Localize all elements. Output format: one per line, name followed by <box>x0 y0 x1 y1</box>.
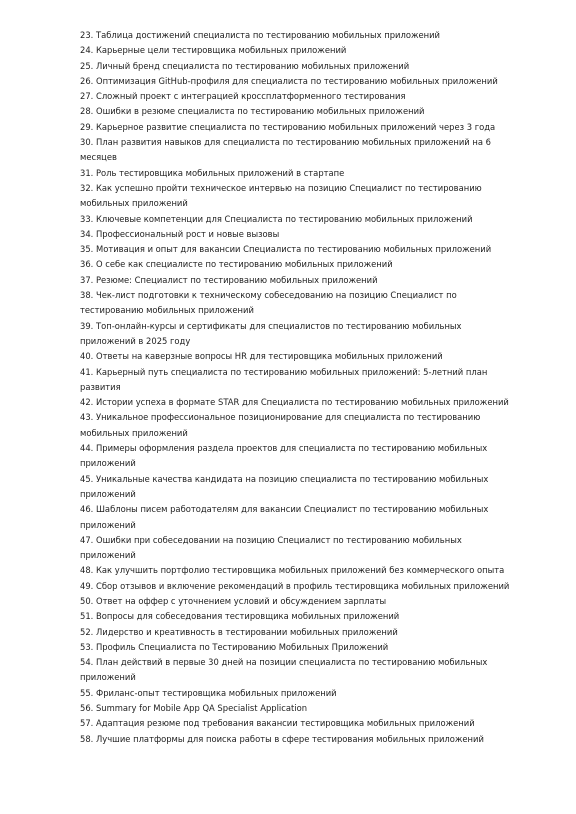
list-item: 42. Истории успеха в формате STAR для Специалиста по тестированию мобильных приложений <box>80 397 509 408</box>
list-item: 34. Профессиональный рост и новые вызовы <box>80 228 280 239</box>
list-item: 31. Роль тестировщика мобильных приложений в стартапе <box>80 167 345 178</box>
list-item: 54. План действий в первые 30 дней на позиции специалиста по тестированию мобильных приложений <box>80 657 488 683</box>
list-item: 26. Оптимизация GitHub-профиля для специалиста по тестированию мобильных приложений <box>80 75 498 86</box>
list-item: 29. Карьерное развитие специалиста по тестированию мобильных приложений через 3 года <box>80 121 496 132</box>
list-item: 24. Карьерные цели тестировщика мобильных приложений <box>80 45 347 56</box>
list-item: 33. Ключевые компетенции для Специалиста по тестированию мобильных приложений <box>80 213 473 224</box>
list-item: 45. Уникальные качества кандидата на позицию специалиста по тестированию мобильных приложений <box>80 473 489 499</box>
list-item: 58. Лучшие платформы для поиска работы в сфере тестирования мобильных приложений <box>80 733 484 744</box>
list-item: 40. Ответы на каверзные вопросы HR для тестировщика мобильных приложений <box>80 351 443 362</box>
list-item: 43. Уникальное профессиональное позиционирование для специалиста по тестированию мобильных приложений <box>80 412 481 438</box>
list-item: 47. Ошибки при собеседовании на позицию Специалист по тестированию мобильных приложений <box>80 534 462 561</box>
list-item: 52. Лидерство и креативность в тестировании мобильных приложений <box>80 626 398 637</box>
list-item: 35. Мотивация и опыт для вакансии Специалиста по тестированию мобильных приложений <box>80 244 492 255</box>
list-item: 38. Чек-лист подготовки к техническому собеседованию на позицию Специалист по тестированию мобильных приложений <box>80 290 457 316</box>
list-item: 57. Адаптация резюме под требования вакансии тестировщика мобильных приложений <box>80 718 475 729</box>
list-item: 41. Карьерный путь специалиста по тестированию мобильных приложений: 5-летний план развития <box>80 366 488 392</box>
list-item: 50. Ответ на оффер с уточнением условий и обсуждением зарплаты <box>80 595 387 606</box>
list-item: 46. Шаблоны писем работодателям для вакансии Специалист по тестированию мобильных приложений <box>80 504 489 530</box>
list-item: 44. Примеры оформления раздела проектов для специалиста по тестированию мобильных приложений <box>80 443 488 469</box>
list-item: 39. Топ-онлайн-курсы и сертификаты для специалистов по тестированию мобильных приложений в 2025 году <box>80 320 462 346</box>
list-item: 32. Как успешно пройти техническое интервью на позицию Специалист по тестированию мобильных приложений <box>80 182 482 209</box>
list-item: 56. Summary for Mobile App QA Specialist Application <box>80 703 308 714</box>
list-item: 53. Профиль Специалиста по Тестированию Мобильных Приложений <box>80 641 389 652</box>
list-item: 51. Вопросы для собеседования тестировщика мобильных приложений <box>80 611 400 622</box>
list-item: 25. Личный бренд специалиста по тестированию мобильных приложений <box>80 60 410 71</box>
list-item: 48. Как улучшить портфолио тестировщика мобильных приложений без коммерческого опыта <box>80 565 505 576</box>
list-item: 28. Ошибки в резюме специалиста по тестированию мобильных приложений <box>80 106 425 117</box>
list-item: 49. Сбор отзывов и включение рекомендаций в профиль тестировщика мобильных приложений <box>80 580 510 591</box>
table-of-contents <box>80 28 516 747</box>
list-item: 30. План развития навыков для специалиста по тестированию мобильных приложений на 6 месяцев <box>80 137 492 163</box>
list-item: 27. Сложный проект с интеграцией кроссплатформенного тестирования <box>80 91 406 102</box>
list-item: 23. Таблица достижений специалиста по тестированию мобильных приложений <box>80 30 441 40</box>
list-item: 36. О себе как специалисте по тестированию мобильных приложений <box>80 259 393 270</box>
list-item: 55. Фриланс-опыт тестировщика мобильных приложений <box>80 687 337 698</box>
list-item: 37. Резюме: Специалист по тестированию мобильных приложений <box>80 274 378 285</box>
